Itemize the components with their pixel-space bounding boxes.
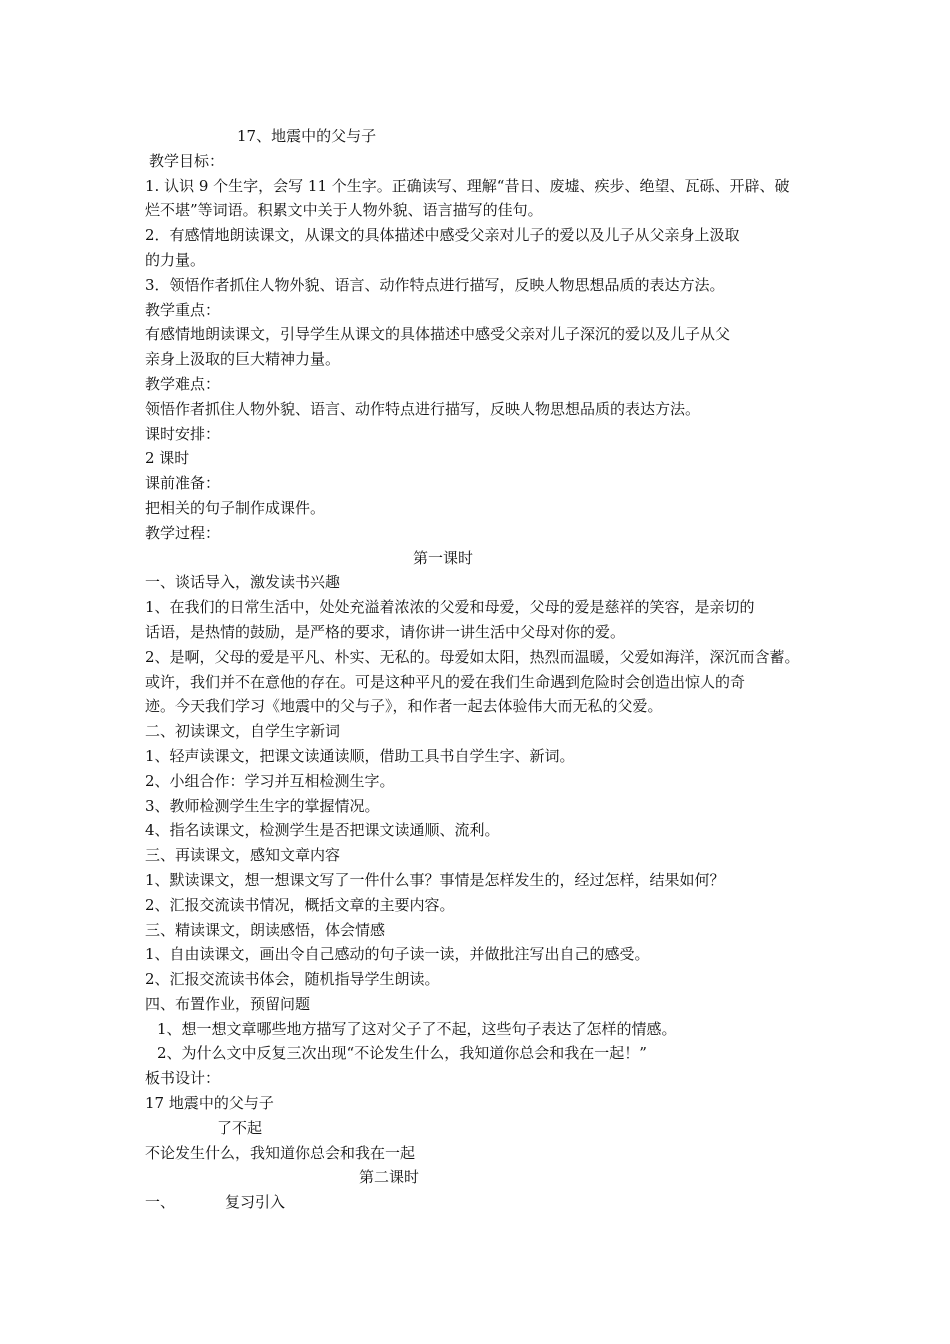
paragraph-line: 迹。今天我们学习《地震中的父与子》，和作者一起去体验伟大而无私的父爱。 xyxy=(145,697,663,716)
paragraph-line: 的力量。 xyxy=(145,250,206,269)
paragraph-line: 有感情地朗读课文，引导学生从课文的具体描述中感受父亲对儿子深沉的爱以及儿子从父 xyxy=(145,325,731,344)
paragraph-line: 2、小组合作：学习并互相检测生字。 xyxy=(145,771,395,790)
section-heading-key-points: 教学重点： xyxy=(145,300,221,319)
lesson-period-heading: 第一课时 xyxy=(413,548,474,567)
paragraph-line: 2、汇报交流读书体会，随机指导学生朗读。 xyxy=(145,970,440,989)
step-title: 复习引入 xyxy=(225,1193,286,1212)
paragraph-line: 把相关的句子制作成课件。 xyxy=(145,498,326,517)
paragraph-line: 3、教师检测学生生字的掌握情况。 xyxy=(145,796,380,815)
paragraph-line: 1、在我们的日常生活中，处处充溢着浓浓的父爱和母爱，父母的爱是慈祥的笑容，是亲切的 xyxy=(145,598,755,617)
board-keyword: 了不起 xyxy=(217,1118,263,1137)
paragraph-line: 1、默读课文，想一想课文写了一件什么事？事情是怎样发生的，经过怎样，结果如何？ xyxy=(145,870,725,889)
paragraph-line: 话语，是热情的鼓励，是严格的要求，请你讲一讲生活中父母对你的爱。 xyxy=(145,622,626,641)
paragraph-line: 1、自由读课文，画出令自己感动的句子读一读，并做批注写出自己的感受。 xyxy=(145,945,650,964)
paragraph-line: 1. 认识 9 个生字，会写 11 个生字。正确读写、理解“昔日、废墟、疾步、绝望、瓦砾、开辟、破 xyxy=(145,176,790,195)
paragraph-line: 3．领悟作者抓住人物外貌、语言、动作特点进行描写，反映人物思想品质的表达方法。 xyxy=(145,275,725,294)
paragraph-line: 4、指名读课文，检测学生是否把课文读通顺、流利。 xyxy=(145,821,500,840)
paragraph-line: 或许，我们并不在意他的存在。可是这种平凡的爱在我们生命遇到危险时会创造出惊人的奇 xyxy=(145,672,746,691)
section-heading-preparation: 课前准备： xyxy=(145,474,221,493)
step-heading xyxy=(145,1190,825,1215)
step-heading: 三、再读课文，感知文章内容 xyxy=(145,846,341,865)
step-heading: 二、初读课文，自学生字新词 xyxy=(145,722,341,741)
step-number: 一、 xyxy=(145,1193,176,1212)
paragraph-line: 烂不堪”等词语。积累文中关于人物外貌、语言描写的佳句。 xyxy=(145,201,543,220)
section-heading-difficulties: 教学难点： xyxy=(145,374,221,393)
section-heading-process: 教学过程： xyxy=(145,523,221,542)
paragraph-line: 亲身上汲取的巨大精神力量。 xyxy=(145,350,341,369)
paragraph-line: 领悟作者抓住人物外貌、语言、动作特点进行描写，反映人物思想品质的表达方法。 xyxy=(145,399,701,418)
document-body xyxy=(145,124,825,1215)
step-heading: 四、布置作业，预留问题 xyxy=(145,994,311,1013)
board-quote: 不论发生什么，我知道你总会和我在一起 xyxy=(145,1143,416,1162)
lesson-period-heading: 第二课时 xyxy=(359,1168,420,1187)
paragraph-line: 2．有感情地朗读课文，从课文的具体描述中感受父亲对儿子的爱以及儿子从父亲身上汲取 xyxy=(145,226,740,245)
step-heading: 一、谈话导入，激发读书兴趣 xyxy=(145,573,341,592)
paragraph-line: 2、汇报交流读书情况，概括文章的主要内容。 xyxy=(145,895,455,914)
paragraph-line: 1、想一想文章哪些地方描写了这对父子了不起，这些句子表达了怎样的情感。 xyxy=(157,1019,677,1038)
step-heading: 三、精读课文，朗读感悟，体会情感 xyxy=(145,920,386,939)
section-heading-schedule: 课时安排： xyxy=(145,424,221,443)
section-heading-board-design: 板书设计： xyxy=(145,1069,221,1088)
paragraph-line: 2、为什么文中反复三次出现“不论发生什么，我知道你总会和我在一起！” xyxy=(157,1044,647,1063)
paragraph-line: 1、轻声读课文，把课文读通读顺，借助工具书自学生字、新词。 xyxy=(145,746,575,765)
lesson-title: 17、地震中的父与子 xyxy=(237,127,377,145)
paragraph-line: 2 课时 xyxy=(145,449,190,468)
paragraph-line: 2、是啊，父母的爱是平凡、朴实、无私的。母爱如太阳，热烈而温暖，父爱如海洋，深沉而含蓄。 xyxy=(145,647,800,666)
section-heading-objectives: 教学目标： xyxy=(149,151,225,170)
board-title: 17 地震中的父与子 xyxy=(145,1094,274,1113)
